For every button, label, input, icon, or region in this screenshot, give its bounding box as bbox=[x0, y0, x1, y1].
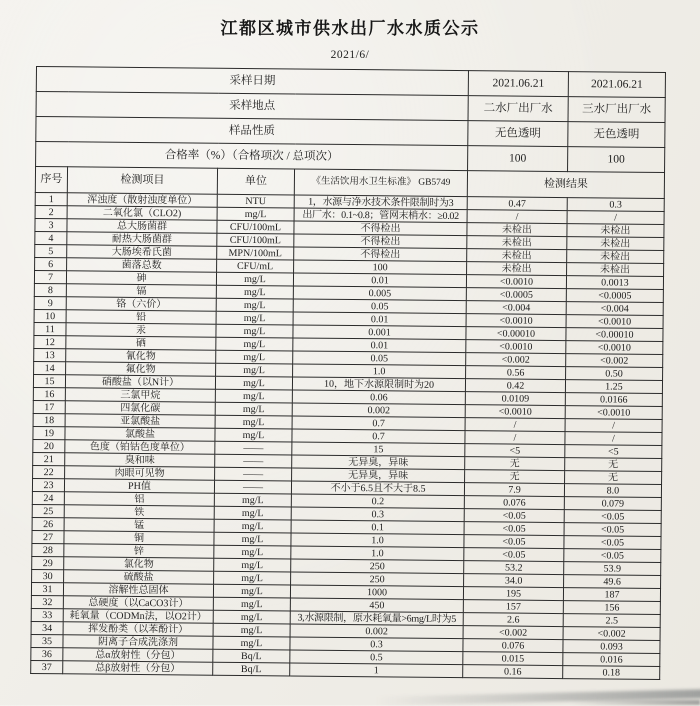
unit: mg/L bbox=[216, 337, 293, 351]
result-plant2: 34.0 bbox=[464, 574, 564, 588]
result-plant3: 0.3 bbox=[567, 198, 664, 212]
standard-limit: 0.3 bbox=[291, 507, 464, 522]
result-plant3: 8.0 bbox=[564, 484, 661, 498]
sample-info-section bbox=[36, 66, 666, 172]
info-plant3-value: 100 bbox=[568, 147, 665, 173]
item-name: 氯酸盐 bbox=[65, 427, 215, 441]
item-name: 臭和味 bbox=[65, 453, 215, 467]
item-name: 硫酸盐 bbox=[64, 570, 214, 584]
result-plant3: <0.0010 bbox=[566, 341, 663, 355]
row-number: 10 bbox=[34, 309, 66, 322]
result-plant2: <0.0010 bbox=[465, 405, 565, 419]
result-plant2: <0.05 bbox=[464, 522, 564, 536]
result-plant3: 0.079 bbox=[564, 497, 661, 511]
item-name: 硝酸盐（以N计） bbox=[65, 375, 215, 389]
unit: mg/L bbox=[216, 350, 293, 364]
unit: NTU bbox=[217, 194, 294, 208]
row-number: 21 bbox=[33, 452, 65, 465]
standard-limit: 0.01 bbox=[293, 338, 466, 353]
item-name: 耐热大肠菌群 bbox=[67, 232, 217, 246]
standard-limit: 0.06 bbox=[292, 390, 465, 405]
row-number: 32 bbox=[31, 595, 63, 608]
standard-limit: 0.3 bbox=[290, 637, 463, 652]
row-number: 30 bbox=[32, 569, 64, 582]
result-plant2: 无 bbox=[465, 470, 565, 484]
result-plant2: 0.42 bbox=[465, 379, 565, 393]
result-plant3: <0.002 bbox=[563, 627, 660, 641]
item-name: 挥发酚类（以苯酚计） bbox=[63, 622, 213, 636]
result-plant3: 未检出 bbox=[567, 237, 664, 251]
item-name: 铬（六价） bbox=[66, 297, 216, 311]
standard-limit: 0.002 bbox=[290, 624, 463, 639]
result-plant3: 0.18 bbox=[563, 666, 660, 680]
item-name: 锰 bbox=[64, 518, 214, 532]
unit: mg/L bbox=[216, 363, 293, 377]
result-plant2: <0.002 bbox=[463, 626, 563, 640]
result-plant2: 未检出 bbox=[467, 262, 567, 276]
row-number: 26 bbox=[32, 517, 64, 530]
item-name: 硒 bbox=[66, 336, 216, 350]
result-plant3: 1.25 bbox=[565, 380, 662, 394]
item-name: 砷 bbox=[66, 271, 216, 285]
result-plant3: 0.50 bbox=[566, 367, 663, 381]
unit: mg/L bbox=[215, 415, 292, 429]
row-number: 31 bbox=[31, 582, 63, 595]
result-plant3: <0.002 bbox=[566, 354, 663, 368]
standard-limit: 0.01 bbox=[293, 273, 466, 288]
result-plant3: <0.0005 bbox=[566, 289, 663, 303]
row-number: 4 bbox=[35, 231, 67, 244]
unit: mg/L bbox=[216, 324, 293, 338]
standard-limit: 不得检出 bbox=[294, 234, 467, 249]
unit: CFU/mL bbox=[217, 259, 294, 273]
page-title: 江都区城市供水出厂水水质公示 bbox=[220, 19, 480, 38]
info-plant2-value: 无色透明 bbox=[468, 121, 568, 147]
result-plant3: 无 bbox=[565, 458, 662, 472]
info-label: 合格率（%）（合格项次 / 总项次） bbox=[36, 141, 468, 170]
unit: mg/L bbox=[213, 623, 290, 637]
standard-limit: 无异臭，异味 bbox=[292, 455, 465, 470]
row-number: 13 bbox=[34, 348, 66, 361]
standard-limit: 0.005 bbox=[293, 286, 466, 301]
result-plant3: 0.0013 bbox=[566, 276, 663, 290]
unit: CFU/100mL bbox=[217, 220, 294, 234]
info-label: 采样日期 bbox=[36, 66, 468, 95]
item-name: 三氯甲烷 bbox=[65, 388, 215, 402]
standard-limit: 1000 bbox=[290, 585, 463, 600]
header-no: 序号 bbox=[35, 166, 67, 192]
standard-limit: 1 bbox=[290, 663, 463, 678]
unit: mg/L bbox=[214, 532, 291, 546]
item-name: 氟化物 bbox=[66, 362, 216, 376]
row-number: 29 bbox=[32, 556, 64, 569]
info-label: 采样地点 bbox=[36, 91, 468, 120]
standard-limit: 0.7 bbox=[292, 416, 465, 431]
result-plant2: <0.0010 bbox=[466, 275, 566, 289]
item-name: 总α放射性（分包） bbox=[63, 648, 213, 662]
row-number: 6 bbox=[35, 257, 67, 270]
item-name: 溶解性总固体 bbox=[63, 583, 213, 597]
result-plant3: 187 bbox=[563, 588, 660, 602]
info-plant2-value: 2021.06.21 bbox=[468, 71, 568, 97]
standard-limit: 出厂水：0.1~0.8；管网末梢水：≥0.02 bbox=[294, 208, 467, 223]
result-plant3: 未检出 bbox=[567, 250, 664, 264]
result-plant3: / bbox=[565, 432, 662, 446]
result-plant2: <0.05 bbox=[464, 535, 564, 549]
item-name: 铝 bbox=[64, 492, 214, 506]
row-number: 25 bbox=[32, 504, 64, 517]
standard-limit: 1，水源与净水技术条件限制时为3 bbox=[294, 195, 467, 210]
header-result: 检测结果 bbox=[467, 171, 664, 199]
item-name: 锌 bbox=[64, 544, 214, 558]
row-number: 18 bbox=[33, 413, 65, 426]
item-name: 肉眼可见物 bbox=[65, 466, 215, 480]
result-plant2: <0.05 bbox=[464, 548, 564, 562]
row-number: 28 bbox=[32, 543, 64, 556]
item-name: 氯化物 bbox=[64, 557, 214, 571]
unit: mg/L bbox=[214, 571, 291, 585]
unit: mg/L bbox=[214, 558, 291, 572]
unit: —— bbox=[215, 467, 292, 481]
result-plant2: / bbox=[467, 210, 567, 224]
unit: mg/L bbox=[214, 493, 291, 507]
result-plant3: 2.5 bbox=[563, 614, 660, 628]
info-label: 样品性质 bbox=[36, 116, 468, 145]
item-name: 二氧化氯（CLO2) bbox=[67, 206, 217, 220]
unit: mg/L bbox=[216, 285, 293, 299]
standard-limit: 不得检出 bbox=[294, 247, 467, 262]
unit: CFU/100mL bbox=[217, 233, 294, 247]
unit: mg/L bbox=[214, 545, 291, 559]
result-plant2: / bbox=[465, 418, 565, 432]
standard-limit: 0.7 bbox=[292, 429, 465, 444]
scan-shadow-corner bbox=[570, 700, 700, 705]
result-plant2: 0.16 bbox=[463, 665, 563, 679]
standard-limit: 0.001 bbox=[293, 325, 466, 340]
result-plant3: 未检出 bbox=[567, 224, 664, 238]
item-name: 铅 bbox=[66, 310, 216, 324]
standard-limit: 不小于6.5且不大于8.5 bbox=[291, 481, 464, 496]
row-number: 16 bbox=[33, 387, 65, 400]
item-name: 耗氧量（CODMn法，以O2计） bbox=[63, 609, 213, 623]
result-plant2: <0.004 bbox=[466, 301, 566, 315]
scanned-document bbox=[0, 14, 700, 679]
info-plant2-value: 100 bbox=[468, 146, 568, 172]
row-number: 12 bbox=[34, 335, 66, 348]
result-plant3: 156 bbox=[563, 601, 660, 615]
header-unit: 单位 bbox=[217, 168, 294, 195]
standard-limit: 1.0 bbox=[291, 533, 464, 548]
header-standard: 《生活饮用水卫生标准》 GB5749 bbox=[294, 169, 467, 197]
result-plant2: 无 bbox=[465, 457, 565, 471]
row-number: 22 bbox=[33, 465, 65, 478]
result-plant2: 195 bbox=[463, 587, 563, 601]
info-plant3-value: 2021.06.21 bbox=[568, 72, 665, 98]
result-plant3: 0.0166 bbox=[565, 393, 662, 407]
row-number: 36 bbox=[31, 647, 63, 660]
row-number: 23 bbox=[32, 478, 64, 491]
unit: mg/L bbox=[213, 636, 290, 650]
unit: MPN/100mL bbox=[217, 246, 294, 260]
item-name: 大肠埃希氏菌 bbox=[67, 245, 217, 259]
result-plant2: <0.05 bbox=[464, 509, 564, 523]
result-plant3: 无 bbox=[565, 471, 662, 485]
table-wrapper bbox=[30, 66, 666, 680]
row-number: 9 bbox=[34, 296, 66, 309]
standard-limit: 0.2 bbox=[291, 494, 464, 509]
unit: mg/L bbox=[217, 207, 294, 221]
result-plant3: <0.00010 bbox=[566, 328, 663, 342]
standard-limit: 0.5 bbox=[290, 650, 463, 665]
result-plant2: 未检出 bbox=[467, 223, 567, 237]
row-number: 20 bbox=[33, 439, 65, 452]
standard-limit: 0.1 bbox=[291, 520, 464, 535]
row-number: 2 bbox=[35, 205, 67, 218]
info-plant3-value: 三水厂出厂水 bbox=[568, 97, 665, 123]
standard-limit: 0.01 bbox=[293, 312, 466, 327]
result-plant2: 0.076 bbox=[463, 639, 563, 653]
row-number: 1 bbox=[35, 192, 67, 205]
standard-limit: 450 bbox=[290, 598, 463, 613]
result-plant2: 未检出 bbox=[467, 249, 567, 263]
row-number: 14 bbox=[34, 361, 66, 374]
result-plant3: <0.05 bbox=[564, 523, 661, 537]
result-plant2: 53.2 bbox=[464, 561, 564, 575]
standard-limit: 0.002 bbox=[292, 403, 465, 418]
unit: mg/L bbox=[215, 389, 292, 403]
item-name: 总硬度（以CaCO3计） bbox=[63, 596, 213, 610]
unit: mg/L bbox=[215, 376, 292, 390]
result-plant2: 0.47 bbox=[467, 197, 567, 211]
item-name: 亚氯酸盐 bbox=[65, 414, 215, 428]
item-name: 铜 bbox=[64, 531, 214, 545]
header-item: 检测项目 bbox=[67, 167, 217, 194]
unit: mg/L bbox=[216, 272, 293, 286]
result-plant2: 0.56 bbox=[466, 366, 566, 380]
row-number: 3 bbox=[35, 218, 67, 231]
row-number: 24 bbox=[32, 491, 64, 504]
results-section bbox=[31, 192, 665, 679]
result-plant3: / bbox=[567, 211, 664, 225]
row-number: 19 bbox=[33, 426, 65, 439]
result-plant3: <0.004 bbox=[566, 302, 663, 316]
unit: mg/L bbox=[216, 311, 293, 325]
info-plant3-value: 无色透明 bbox=[568, 122, 665, 148]
item-name: 总β放射性（分包） bbox=[63, 661, 213, 675]
item-name: 阴离子合成洗涤剂 bbox=[63, 635, 213, 649]
result-plant3: 49.6 bbox=[564, 575, 661, 589]
result-plant3: <0.05 bbox=[564, 549, 661, 563]
result-plant2: 2.6 bbox=[463, 613, 563, 627]
result-plant2: <0.00010 bbox=[466, 327, 566, 341]
result-plant3: <0.05 bbox=[564, 536, 661, 550]
unit: —— bbox=[215, 441, 292, 455]
item-name: 菌落总数 bbox=[67, 258, 217, 272]
unit: mg/L bbox=[213, 584, 290, 598]
standard-limit: 10，地下水源限制时为20 bbox=[292, 377, 465, 392]
unit: mg/L bbox=[213, 597, 290, 611]
row-number: 27 bbox=[32, 530, 64, 543]
item-name: 浑浊度（散射浊度单位） bbox=[67, 193, 217, 207]
result-plant3: 53.9 bbox=[564, 562, 661, 576]
result-plant2: / bbox=[465, 431, 565, 445]
unit: mg/L bbox=[215, 428, 292, 442]
item-name: 色度（铂钴色度单位） bbox=[65, 440, 215, 454]
result-plant2: 未检出 bbox=[467, 236, 567, 250]
result-plant3: 未检出 bbox=[567, 263, 664, 277]
unit: mg/L bbox=[213, 610, 290, 624]
item-name: 镉 bbox=[66, 284, 216, 298]
result-plant2: 7.9 bbox=[464, 483, 564, 497]
row-number: 11 bbox=[34, 322, 66, 335]
item-name: 氰化物 bbox=[66, 349, 216, 363]
unit: mg/L bbox=[216, 298, 293, 312]
unit: mg/L bbox=[214, 506, 291, 520]
result-plant3: 0.016 bbox=[563, 653, 660, 667]
result-plant3: <0.0010 bbox=[565, 406, 662, 420]
row-number: 37 bbox=[31, 660, 63, 673]
standard-limit: 3,水源限制，原水耗氧量>6mg/L时为5 bbox=[290, 611, 463, 626]
row-number: 35 bbox=[31, 634, 63, 647]
standard-limit: 15 bbox=[292, 442, 465, 457]
row-number: 33 bbox=[31, 608, 63, 621]
result-plant3: <0.0010 bbox=[566, 315, 663, 329]
standard-limit: 250 bbox=[291, 559, 464, 574]
result-plant2: 0.015 bbox=[463, 652, 563, 666]
result-plant2: <0.0010 bbox=[466, 340, 566, 354]
item-name: 汞 bbox=[66, 323, 216, 337]
standard-limit: 1.0 bbox=[293, 364, 466, 379]
standard-limit: 0.05 bbox=[293, 299, 466, 314]
unit: mg/L bbox=[214, 519, 291, 533]
row-number: 5 bbox=[35, 244, 67, 257]
result-plant2: 0.076 bbox=[464, 496, 564, 510]
report-period: 2021/6/ bbox=[330, 49, 370, 61]
unit: Bq/L bbox=[213, 649, 290, 663]
result-plant3: / bbox=[565, 419, 662, 433]
result-plant3: <5 bbox=[565, 445, 662, 459]
row-number: 17 bbox=[33, 400, 65, 413]
unit: —— bbox=[215, 454, 292, 468]
standard-limit: 0.05 bbox=[293, 351, 466, 366]
result-plant2: <0.002 bbox=[466, 353, 566, 367]
standard-limit: 250 bbox=[291, 572, 464, 587]
item-name: 四氯化碳 bbox=[65, 401, 215, 415]
info-plant2-value: 二水厂出厂水 bbox=[468, 96, 568, 122]
result-plant2: <5 bbox=[465, 444, 565, 458]
scan-shadow bbox=[376, 689, 700, 705]
item-name: 总大肠菌群 bbox=[67, 219, 217, 233]
standard-limit: 1.0 bbox=[291, 546, 464, 561]
standard-limit: 不得检出 bbox=[294, 221, 467, 236]
unit: Bq/L bbox=[213, 662, 290, 676]
item-name: 铁 bbox=[64, 505, 214, 519]
result-plant3: 0.093 bbox=[563, 640, 660, 654]
row-number: 8 bbox=[34, 283, 66, 296]
unit: mg/L bbox=[215, 402, 292, 416]
standard-limit: 100 bbox=[294, 260, 467, 275]
water-quality-table bbox=[30, 66, 666, 680]
result-plant2: <0.0005 bbox=[466, 288, 566, 302]
item-name: PH值 bbox=[64, 479, 214, 493]
result-plant2: 157 bbox=[463, 600, 563, 614]
result-plant2: 0.0109 bbox=[465, 392, 565, 406]
result-plant2: <0.0010 bbox=[466, 314, 566, 328]
result-plant3: <0.05 bbox=[564, 510, 661, 524]
row-number: 15 bbox=[33, 374, 65, 387]
unit: —— bbox=[214, 480, 291, 494]
row-number: 7 bbox=[34, 270, 66, 283]
standard-limit: 无异臭，异味 bbox=[292, 468, 465, 483]
row-number: 34 bbox=[31, 621, 63, 634]
